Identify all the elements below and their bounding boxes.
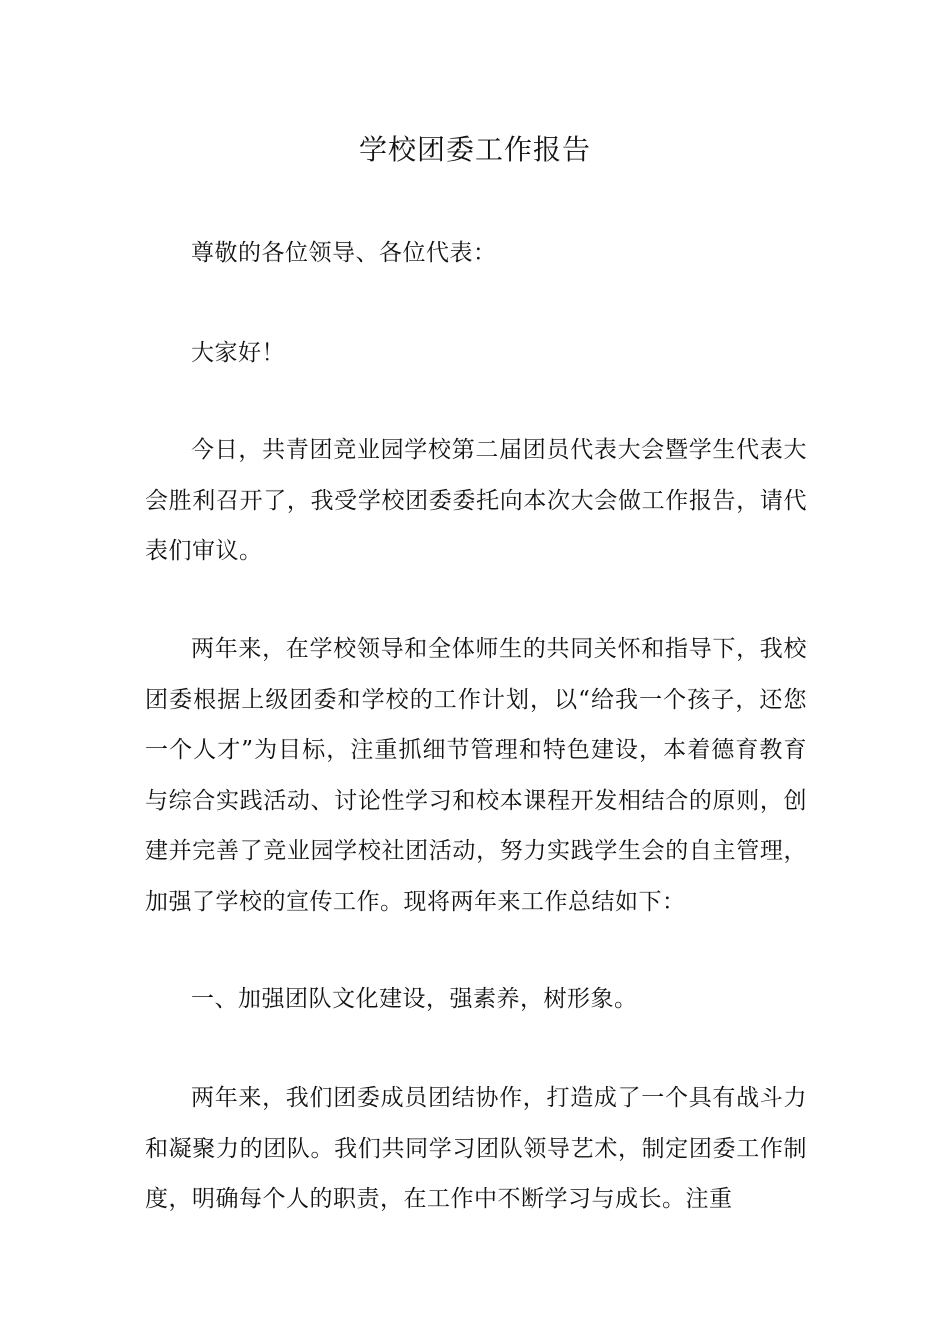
paragraph-opening: 今日，共青团竞业园学校第二届团员代表大会暨学生代表大会胜利召开了，我受学校团委委托向本次大会做工作报告，请代表们审议。: [145, 437, 807, 564]
section-heading-1: 一、加强团队文化建设，强素养，树形象。: [191, 986, 638, 1012]
paragraph-summary: 两年来，在学校领导和全体师生的共同关怀和指导下，我校团委根据上级团委和学校的工作计划，以“给我一个孩子，还您一个人才”为目标，注重抓细节管理和特色建设，本着德育教育与综合实践活动、讨论性学习和校本课程开发相结合的原则，创建并完善了竞业园学校社团活动，努力实践学生会的自主管理，加强了学校的宣传工作。现将两年来工作总结如下：: [145, 636, 807, 915]
greeting: 大家好！: [191, 340, 285, 366]
document-title: 学校团委工作报告: [358, 133, 591, 166]
paragraph-section-1: 两年来，我们团委成员团结协作，打造成了一个具有战斗力和凝聚力的团队。我们共同学习团队领导艺术，制定团委工作制度，明确每个人的职责，在工作中不断学习与成长。注重: [145, 1085, 807, 1212]
salutation: 尊敬的各位领导、各位代表：: [191, 240, 497, 266]
